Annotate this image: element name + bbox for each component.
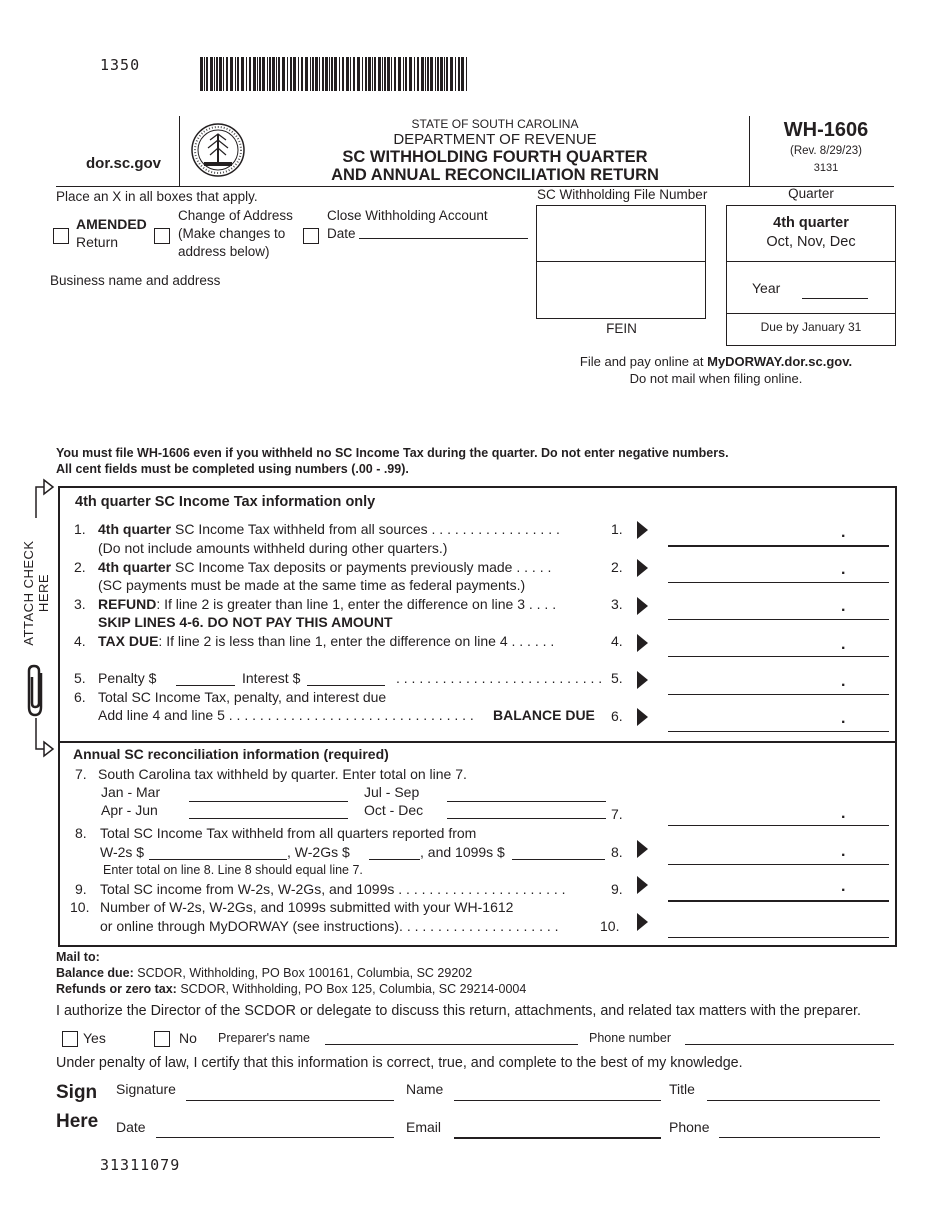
line4-arrow-icon [637,634,648,652]
barcode-bar [241,57,244,91]
barcode-bar [374,57,376,91]
barcode-bar [230,57,233,91]
barcode-bar [378,57,381,91]
balance-due-label: BALANCE DUE [493,707,595,723]
section1-heading: 4th quarter SC Income Tax information only [75,494,376,510]
form-title-line1: SC WITHHOLDING FOURTH QUARTER [342,148,648,166]
barcode-bar [430,57,433,91]
line10-text: Number of W-2s, W-2Gs, and 1099s submitted with your WH-1612 [100,899,514,915]
line6-number: 6. [74,689,86,705]
barcode-bar [219,57,222,91]
q2-label: Apr - Jun [101,802,158,818]
barcode-bar [382,57,383,91]
line4-amount-field[interactable] [668,656,889,657]
sign-label: Sign [56,1082,98,1103]
amended-sub: Return [76,234,119,250]
auth-no-checkbox[interactable] [154,1031,170,1047]
barcode-bar [262,57,265,91]
line1-sub: (Do not include amounts withheld during other quarters.) [98,540,448,556]
website: dor.sc.gov [86,155,162,172]
q3-label: Jul - Sep [364,784,420,800]
refund-address: SCDOR, Withholding, PO Box 125, Columbia, SC 29214-0004 [176,982,527,996]
line2-text [98,559,551,575]
line8-note: Enter total on line 8. Line 8 should equal line 7. [103,863,363,877]
line9-arrow-icon [637,876,648,894]
line9-amount-field[interactable] [668,900,889,902]
business-name-label: Business name and address [50,273,221,288]
barcode-bar [339,57,340,91]
barcode-bar [342,57,344,91]
quarter-label: Quarter [788,186,834,201]
line1-number: 1. [74,521,86,537]
year-label: Year [752,280,781,296]
amended-label: AMENDED [76,216,147,232]
form-id-block [751,118,901,176]
penalty-field[interactable] [176,685,235,686]
line8-decimal: . [841,843,846,860]
paperclip-icon [25,663,47,719]
q3-field[interactable] [447,801,606,802]
line6-text: Total SC Income Tax, penalty, and interest due [98,689,387,705]
line5-penalty-label: Penalty $ [98,670,157,686]
mydorway-link[interactable]: MyDORWAY.dor.sc.gov. [707,354,853,369]
barcode-bar [214,57,215,91]
barcode-bar [276,57,277,91]
line4-number: 4. [74,633,86,649]
barcode-bar [329,57,330,91]
header-divider-left [179,116,180,186]
line7-text: South Carolina tax withheld by quarter. Enter total on line 7. [98,766,467,782]
line8-text: Total SC Income Tax withheld from all quarters reported from [100,825,477,841]
barcode-bar [466,57,467,91]
quarter-divider-2 [727,313,895,314]
barcode-bar [325,57,328,91]
line2-amount-field[interactable] [668,582,889,583]
line1-amount-field[interactable] [668,545,889,547]
barcode-bar [290,57,292,91]
line1-text [98,521,560,537]
line1-decimal: . [841,524,846,541]
line2-arrow-icon [637,559,648,577]
barcode-bar [322,57,324,91]
section-divider [60,741,895,743]
form-code-bottom: 31311079 [100,1156,181,1174]
penalty-certification: Under penalty of law, I certify that this information is correct, true, and complete to the best of my knowledge. [56,1055,743,1071]
line2-desc: SC Income Tax deposits or payments previously made . . . . . [171,559,552,575]
barcode-bar [259,57,261,91]
line1-arrow-icon [637,521,648,539]
w2-amount-field[interactable] [149,859,287,860]
fein-label: FEIN [606,321,637,336]
email-label: Email [406,1119,442,1135]
barcode-bar [298,57,299,91]
attach-bracket-bottom-icon [33,718,55,760]
barcode-bar [440,57,443,91]
line5-ref: 5. [611,670,623,686]
date-field[interactable] [156,1137,394,1138]
line4-text [98,633,554,649]
barcode-bar [269,57,271,91]
line9-number: 9. [75,881,87,897]
attach-bracket-top-icon [33,478,55,518]
balance-due-mail-label: Balance due: [56,966,134,980]
amended-checkbox[interactable] [53,228,69,244]
auth-yes-label: Yes [83,1030,106,1046]
q1-field[interactable] [189,801,348,802]
line9-decimal: . [841,878,846,895]
mail-to-block [56,949,526,997]
notice-line1: You must file WH-1606 even if you withheld no SC Income Tax during the quarter. Do not enter negative numbers. [56,446,729,460]
balance-due-address: SCDOR, Withholding, PO Box 100161, Columbia, SC 29202 [133,966,473,980]
refund-mail-label: Refunds or zero tax: [56,982,177,996]
preparer-name-label: Preparer's name [218,1031,311,1045]
barcode-bar [384,57,386,91]
barcode-bar [249,57,251,91]
q4-label: Oct - Dec [364,802,424,818]
line3-text [98,596,556,612]
year-field[interactable] [802,298,868,299]
barcode-bar [437,57,439,91]
online-note-text: File and pay online at [579,354,708,369]
line5-arrow-icon [637,671,648,689]
barcode-bar [216,57,218,91]
barcode-bar [315,57,318,91]
barcode-bar [253,57,256,91]
filing-notice [56,445,729,477]
notice-line2: All cent fields must be completed using numbers (.00 - .99). [56,462,409,476]
change-address-checkbox[interactable] [154,228,170,244]
barcode-bar [312,57,314,91]
form1099-amount-field[interactable] [512,859,605,860]
barcode-bar [235,57,236,91]
line8-number: 8. [75,825,87,841]
line4-desc: : If line 2 is less than line 1, enter the difference on line 4 . . . . . . [158,633,555,649]
preparer-phone-label: Phone number [589,1031,672,1045]
barcode-bar [450,57,453,91]
w2g-amount-field[interactable] [369,859,420,860]
line3-ref: 3. [611,596,623,612]
department-name: DEPARTMENT OF REVENUE [393,131,597,148]
barcode-bar [391,57,392,91]
state-name: STATE OF SOUTH CAROLINA [411,117,579,131]
line2-ref: 2. [611,559,623,575]
barcode-bar [226,57,228,91]
close-account-date-field[interactable] [359,238,528,239]
line9-text: Total SC income from W-2s, W-2Gs, and 1099s . . . . . . . . . . . . . . . . . . . . . . [100,881,566,897]
preparer-phone-field[interactable] [685,1044,894,1045]
fein-field[interactable] [537,262,705,317]
line1-bold: 4th quarter [98,521,172,537]
line10-ref: 10. [600,918,620,934]
line7-ref: 7. [611,806,623,822]
line6-arrow-icon [637,708,648,726]
line8-arrow-icon [637,840,648,858]
amended-label-block [76,215,147,251]
barcode-bar [427,57,429,91]
barcode-bar [372,57,373,91]
line7-decimal: . [841,805,846,822]
barcode-bar [310,57,311,91]
phone-label: Phone [669,1119,710,1135]
barcode-bar [267,57,268,91]
signature-field[interactable] [186,1100,394,1101]
line2-decimal: . [841,561,846,578]
barcode-bar [319,57,320,91]
barcode-bar [334,57,337,91]
form-code-top: 1350 [100,56,141,74]
barcode-bar [200,57,203,91]
q2-field[interactable] [189,818,348,819]
barcode-bar [414,57,415,91]
date-label: Date [116,1119,146,1135]
barcode-bar [446,57,448,91]
line5-decimal: . [841,673,846,690]
line5-interest-label: Interest $ [242,670,301,686]
line8-ref: 8. [611,844,623,860]
form-id: 3131 [813,162,839,174]
line1-desc: SC Income Tax withheld from all sources . . . . . . . . . . . . . . . . . [171,521,560,537]
line10-arrow-icon [637,913,648,931]
barcode-bar [425,57,426,91]
authorization-text: I authorize the Director of the SCDOR or delegate to discuss this return, attachments, and related tax matters with the preparer. [56,1003,861,1019]
line4-decimal: . [841,636,846,653]
barcode-bar [421,57,424,91]
barcode-bar [357,57,360,91]
barcode-bar [293,57,296,91]
due-label: Due by January 31 [760,320,862,334]
line6-ref: 6. [611,708,623,724]
online-note-line2: Do not mail when filing online. [629,371,803,386]
title-label: Title [669,1081,695,1097]
q1-label: Jan - Mar [101,784,161,800]
barcode-bar [444,57,445,91]
line7-number: 7. [75,766,87,782]
line3-bold: REFUND [98,596,157,612]
barcode-bar [282,57,285,91]
barcode-bar [350,57,351,91]
quarter-value: 4th quarter [773,215,849,231]
barcode-bar [365,57,367,91]
auth-no-label: No [179,1030,197,1046]
quarter-months: Oct, Nov, Dec [766,234,856,250]
line3-arrow-icon [637,597,648,615]
barcode-bar [287,57,288,91]
signature-label: Signature [116,1081,176,1097]
barcode-bar [461,57,464,91]
barcode-bar [331,57,333,91]
line3-amount-field[interactable] [668,619,889,620]
barcode-bar [210,57,213,91]
barcode-icon [200,57,470,91]
barcode-bar [353,57,355,91]
close-account-date-label: Date [327,226,356,241]
revision: (Rev. 8/29/23) [789,145,862,157]
attach-check-label: ATTACH CHECK HERE [21,540,51,646]
checkbox-instruction: Place an X in all boxes that apply. [56,189,258,204]
barcode-bar [409,57,412,91]
here-label: Here [56,1111,99,1132]
barcode-bar [278,57,280,91]
line6-decimal: . [841,710,846,727]
barcode-bar [223,57,224,91]
barcode-bar [301,57,303,91]
barcode-bar [246,57,247,91]
barcode-bar [362,57,363,91]
line6-sub: Add line 4 and line 5 . . . . . . . . . . . . . . . . . . . . . . . . . . . . . . . . [98,707,474,723]
mail-to-label: Mail to: [56,950,100,964]
line6-amount-field[interactable] [668,731,889,732]
line10-number: 10. [70,899,90,915]
header-title-block [300,118,690,184]
change-address-line2: (Make changes to [178,226,286,241]
form-title-line2: AND ANNUAL RECONCILIATION RETURN [331,166,659,184]
interest-field[interactable] [307,685,385,686]
barcode-bar [417,57,419,91]
line10-count-field[interactable] [668,937,889,938]
title-field[interactable] [707,1100,880,1101]
change-address-line1: Change of Address [178,208,293,223]
line7-amount-field[interactable] [668,825,889,826]
header-divider-right [749,116,750,186]
line8-1099-label: , and 1099s $ [420,844,505,860]
barcode-bar [206,57,208,91]
form-number: WH-1606 [783,119,869,141]
barcode-bar [394,57,396,91]
line4-bold: TAX DUE [98,633,159,649]
barcode-bar [403,57,404,91]
barcode-bar [387,57,390,91]
barcode-bar [455,57,456,91]
line3-decimal: . [841,598,846,615]
change-address-line3: address below) [178,244,270,259]
quarter-value-block [727,214,895,252]
barcode-bar [237,57,239,91]
online-filing-note [516,353,916,387]
line2-sub: (SC payments must be made at the same time as federal payments.) [98,577,526,593]
line10-sub: or online through MyDORWAY (see instructions). . . . . . . . . . . . . . . . . . . . . [100,918,559,934]
barcode-bar [272,57,275,91]
line8-w2g-label: , W-2Gs $ [287,844,350,860]
preparer-name-field[interactable] [325,1044,578,1045]
file-number-field[interactable] [537,206,705,262]
email-field[interactable] [454,1137,661,1139]
q4-field[interactable] [447,818,606,819]
barcode-bar [204,57,205,91]
file-number-label: SC Withholding File Number [537,187,708,202]
sc-state-seal-icon [190,122,246,178]
line3-number: 3. [74,596,86,612]
barcode-bar [398,57,401,91]
line8-w2-label: W-2s $ [100,844,145,860]
auth-yes-checkbox[interactable] [62,1031,78,1047]
phone-field[interactable] [719,1137,880,1138]
line4-ref: 4. [611,633,623,649]
barcode-bar [458,57,460,91]
close-account-checkbox[interactable] [303,228,319,244]
section2-heading: Annual SC reconciliation information (required) [73,746,389,762]
line2-number: 2. [74,559,86,575]
line5-dots: . . . . . . . . . . . . . . . . . . . . . . . . . . . [396,670,603,686]
name-field[interactable] [454,1100,661,1101]
barcode-bar [368,57,371,91]
business-name-address-field[interactable] [50,292,520,432]
barcode-bar [405,57,407,91]
change-address-label [178,207,293,261]
line8-amount-field[interactable] [668,864,889,865]
line2-bold: 4th quarter [98,559,172,575]
close-account-line1: Close Withholding Account [327,208,488,223]
barcode-bar [305,57,308,91]
line1-ref: 1. [611,521,623,537]
barcode-bar [257,57,258,91]
barcode-bar [435,57,436,91]
barcode-bar [346,57,349,91]
quarter-divider-1 [727,261,895,262]
line3-sub: SKIP LINES 4-6. DO NOT PAY THIS AMOUNT [98,614,393,630]
name-label: Name [406,1081,444,1097]
line5-number: 5. [74,670,86,686]
line5-amount-field[interactable] [668,694,889,695]
line9-ref: 9. [611,881,623,897]
line3-desc: : If line 2 is greater than line 1, enter the difference on line 3 . . . . [156,596,557,612]
